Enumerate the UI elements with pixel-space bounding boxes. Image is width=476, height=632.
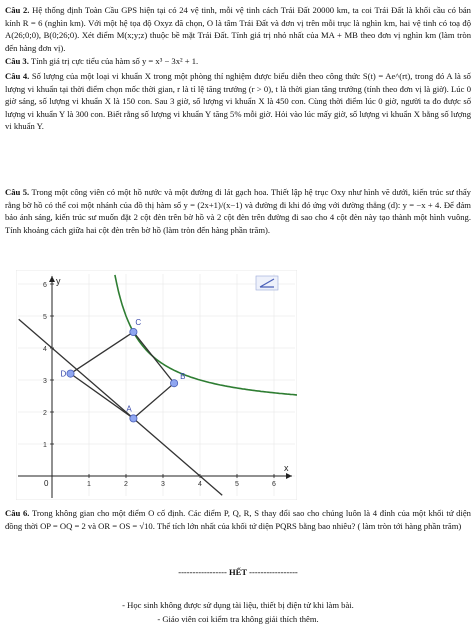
origin-label: 0 — [44, 479, 49, 488]
end-marker: ----------------- HẾT ----------------- — [178, 567, 298, 577]
point-label-D: D — [60, 369, 67, 379]
y-tick-label: 2 — [43, 410, 47, 417]
figure-frame — [16, 270, 297, 500]
question-text: Trong không gian cho một điểm O cố định. Các điểm P, Q, R, S thay đổi sao cho chúng luôn là 4 đỉnh của một khối tứ diện đồng thời OP = OQ = 2 và OR = OS = √10. Thể tích lớn nhất của khối tứ diện PQRS bằng bao nhiêu? ( làm tròn tới hàng phần trăm) — [5, 508, 471, 531]
x-tick-label: 6 — [272, 481, 276, 488]
question-3 — [5, 55, 471, 68]
x-tick-label: 1 — [87, 481, 91, 488]
question-label: Câu 2. — [5, 5, 30, 15]
y-tick-label: 1 — [43, 442, 47, 449]
x-tick-label: 5 — [235, 481, 239, 488]
question-text: Tính giá trị cực tiểu của hàm số y = x³ − 3x² + 1. — [30, 56, 199, 66]
axis-y-label: y — [56, 276, 61, 286]
point-C — [130, 328, 137, 335]
footer-note-2: - Giáo viên coi kiểm tra không giải thích thêm. — [157, 614, 319, 624]
point-B — [171, 380, 178, 387]
point-label-B: B — [180, 372, 186, 382]
axis-x-label: x — [284, 463, 289, 473]
y-tick-label: 6 — [43, 282, 47, 289]
question-label: Câu 4. — [5, 71, 30, 81]
question-text: Hệ thống định Toàn Cầu GPS hiện tại có 24 vệ tinh, mỗi vệ tinh cách Trái Đất 20000 km, ta coi Trái Đất là khối cầu có bán kính R = 6 (nghìn km). Với một hệ tọa độ Oxyz đã chọn, O là tâm Trái Đất và đơn vị trên mỗi trục là nghìn km, hai vệ tinh có toạ độ A(26;0;0), B(0;26;0). Xét điểm M(x;y;z) thuộc bề mặt Trái Đất. Tính giá trị nhỏ nhất của MA + MB theo đơn vị nghìn km (làm tròn đến hàng đơn vị). — [5, 5, 471, 53]
point-D — [67, 370, 74, 377]
coordinate-figure — [16, 270, 297, 500]
footer-note-1: - Học sinh không được sử dụng tài liệu, thiết bị điện tử khi làm bài. — [122, 600, 354, 610]
y-tick-label: 4 — [43, 346, 47, 353]
question-4 — [5, 70, 471, 133]
toolbar-icon[interactable] — [256, 276, 278, 290]
question-text: Số lượng của một loại vi khuẩn X trong một phòng thí nghiệm được biểu diễn theo công thức S(t) = Ae^(rt), trong đó A là số lượng vi khuẩn tại thời điểm chọn mốc thời gian, r là tỉ lệ tăng trưởng (r > 0), t là thời gian tăng trưởng (tính theo đơn vị là giờ). Lúc 0 giờ sáng, số lượng vi khuẩn X là 150 con. Sau 3 giờ, số lượng vi khuẩn X là 450 con. Cùng thời điểm lúc 0 giờ, người ta đo được số lượng vi khuẩn Y là 300 con. Biết rằng số lượng vi khuẩn Y tăng 5% mỗi giờ. Hỏi vào lúc mấy giờ, số lượng vi khuẩn X bằng số lượng vi khuẩn Y. — [5, 71, 471, 132]
question-6 — [5, 507, 471, 532]
question-label: Câu 6. — [5, 508, 30, 518]
y-tick-label: 5 — [43, 314, 47, 321]
y-tick-label: 3 — [43, 378, 47, 385]
point-label-A: A — [126, 404, 132, 414]
question-label: Câu 3. — [5, 56, 29, 66]
question-label: Câu 5. — [5, 187, 30, 197]
question-5 — [5, 186, 471, 236]
x-tick-label: 3 — [161, 481, 165, 488]
point-label-C: C — [135, 318, 142, 327]
point-A — [130, 415, 137, 422]
x-tick-label: 4 — [198, 481, 202, 488]
x-tick-label: 2 — [124, 481, 128, 488]
question-2 — [5, 4, 471, 54]
question-text: Trong một công viên có một hồ nước và một đường đi lát gạch hoa. Thiết lập hệ trục Oxy như hình vẽ dưới, kiến trúc sư thấy rằng bờ hồ có thể coi một nhánh của đồ thị hàm số y = (2x+1)/(x−1) và đường đi khi đó ứng với đường thẳng (d): y = −x + 4. Để đảm bảo ánh sáng, kiến trúc sư muốn đặt 2 cột đèn trên bờ hồ và 2 cột đèn trên đường đi sao cho 4 cột đèn này tạo thành một hình vuông. Tính khoảng cách giữa hai cột đèn trên bờ hồ (làm tròn đến hàng phần trăm). — [5, 187, 471, 235]
